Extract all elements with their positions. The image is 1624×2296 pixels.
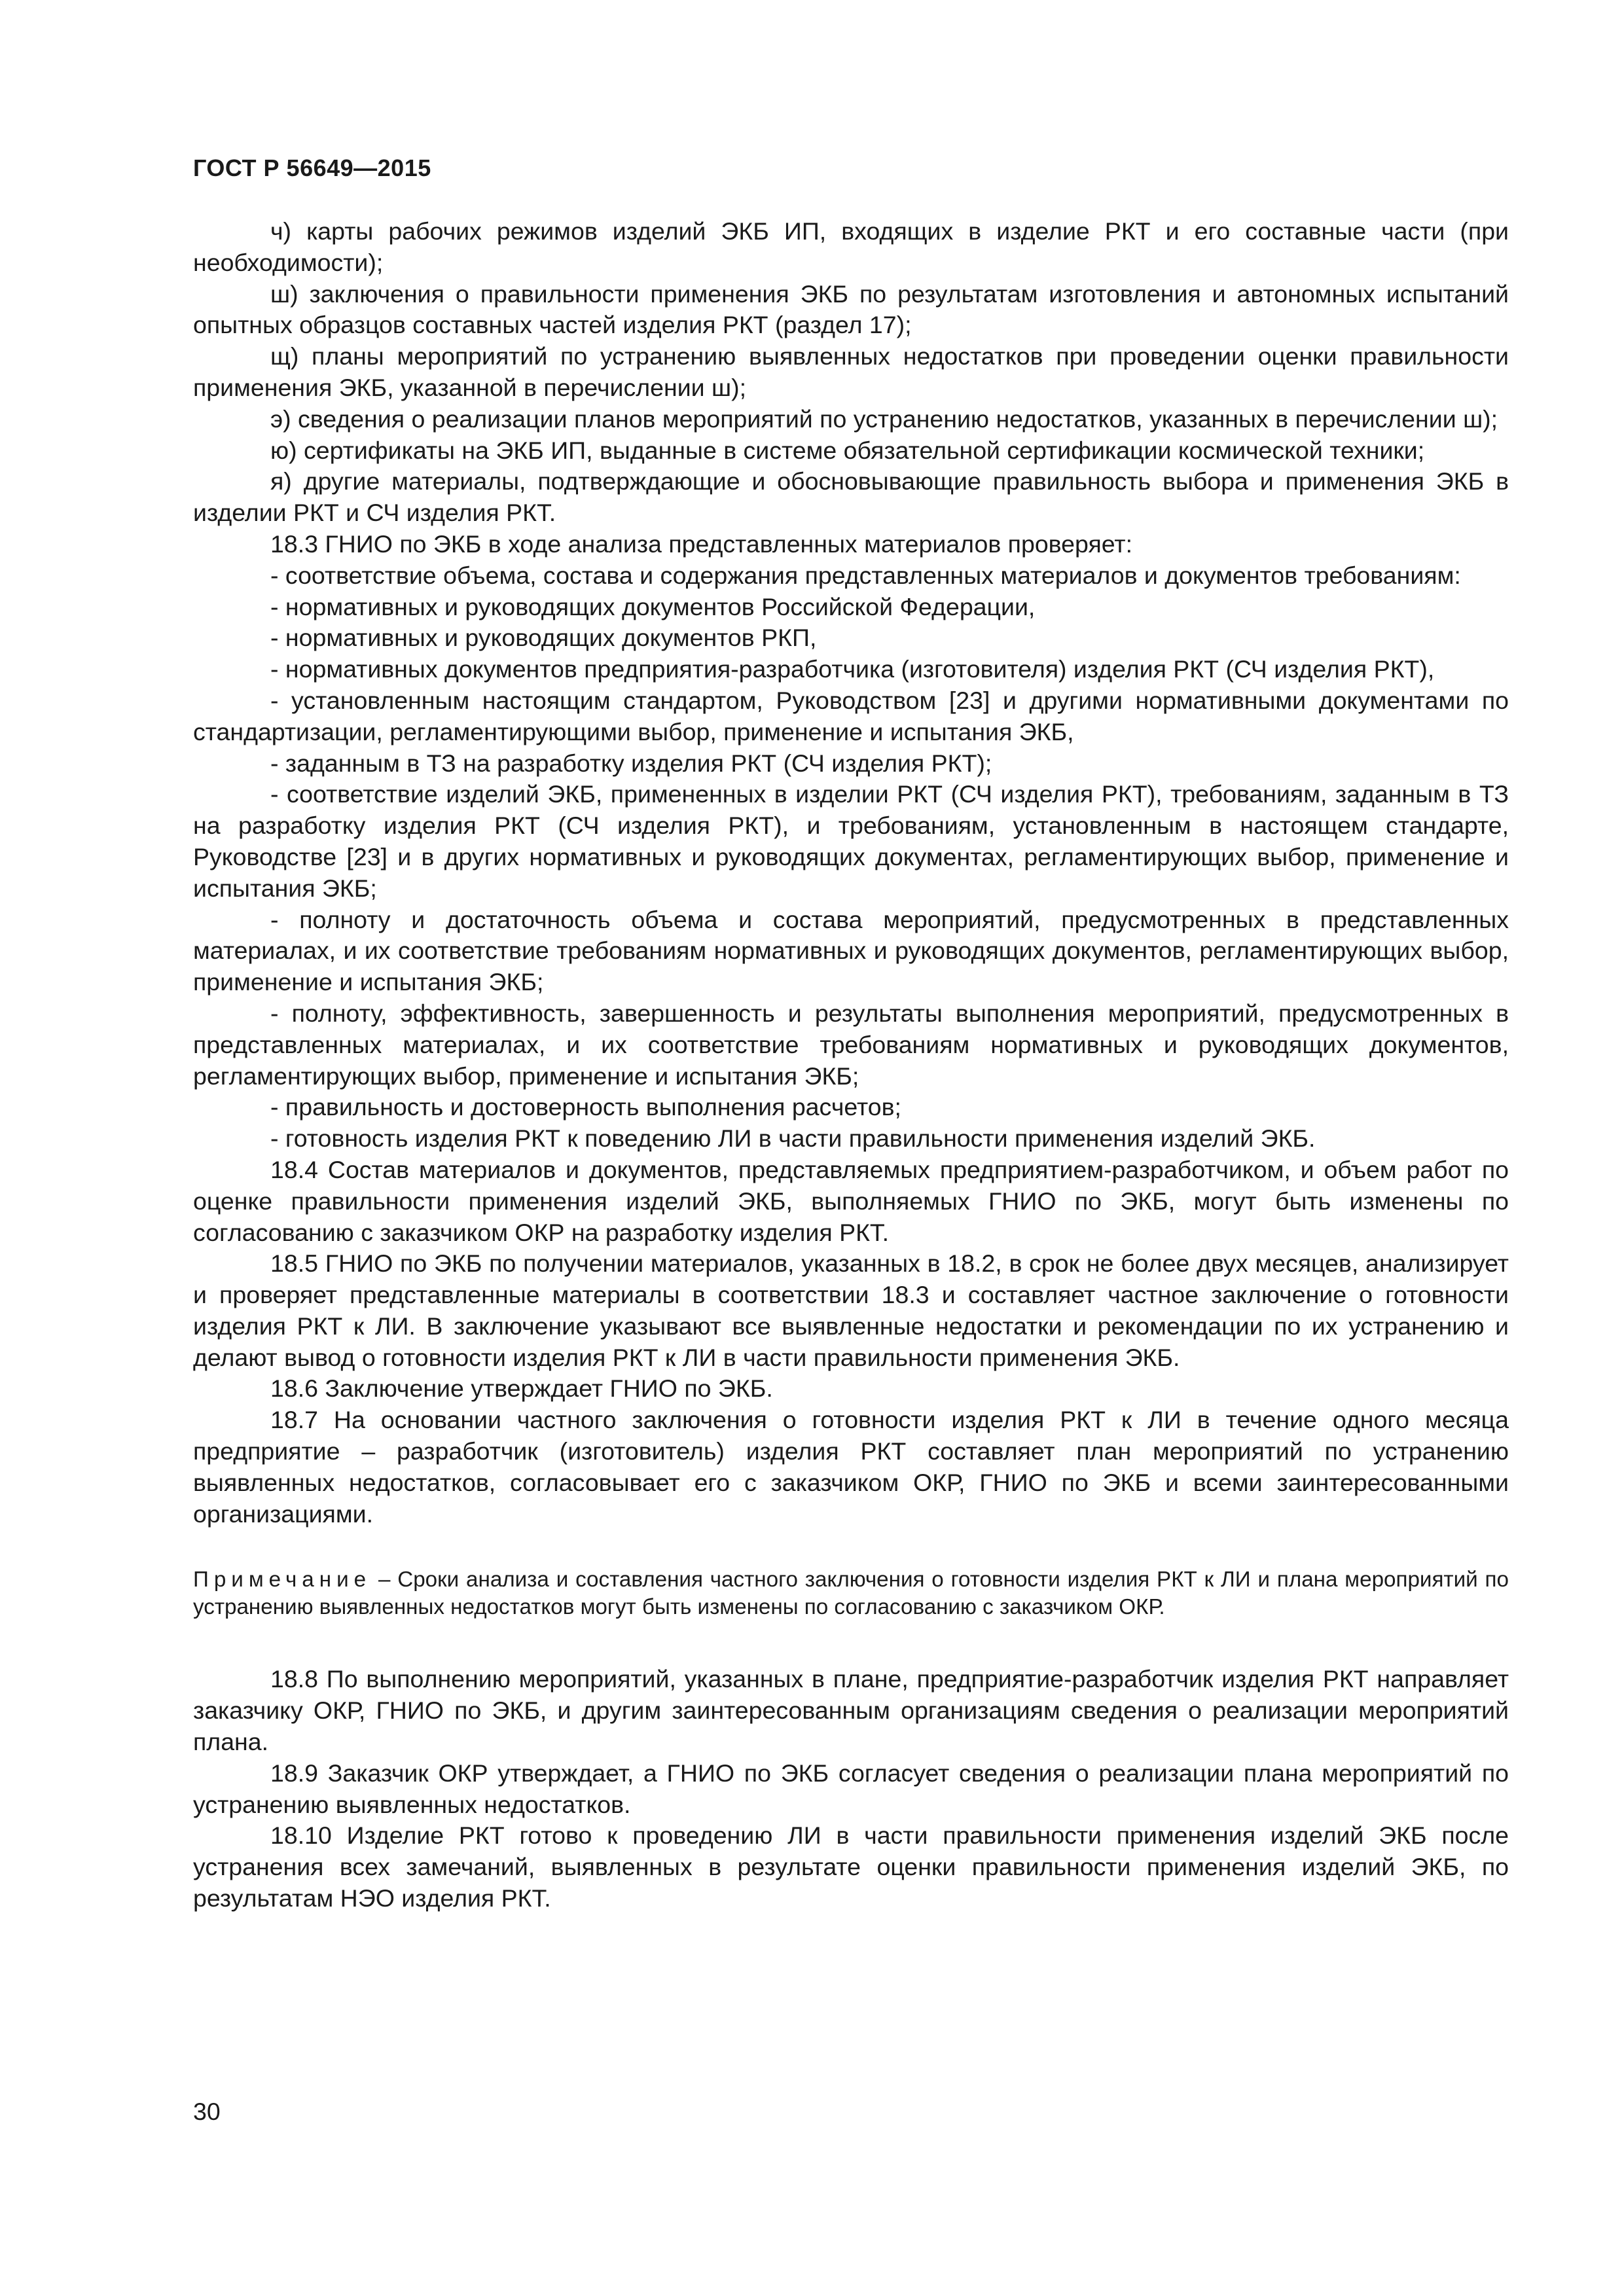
check-subitem: - нормативных документов предприятия-разработчика (изготовителя) изделия РКТ (СЧ изделия РКТ), [270,655,1435,683]
page-number: 30 [193,2098,221,2125]
list-item-ch: ч) карты рабочих режимов изделий ЭКБ ИП, входящих в изделие РКТ и его составные части (при необходимости); [193,217,1509,276]
document-page [193,0,1509,2296]
check-subitem: - установленным настоящим стандартом, Руководством [23] и другими нормативными документами по стандартизации, регламентирующими выбор, применение и испытания ЭКБ, [193,686,1509,745]
check-item: - соответствие изделий ЭКБ, примененных в изделии РКТ (СЧ изделия РКТ), требованиям, заданным в ТЗ на разработку изделия РКТ (СЧ изделия РКТ), и требованиям, установленным в настоящем стандарте, Руководстве [23] и в других нормативных и руководящих документах, регламентирующих выбор, применение и испытания ЭКБ; [193,780,1509,902]
clause-18-6: 18.6 Заключение утверждает ГНИО по ЭКБ. [270,1374,773,1403]
document-body [193,216,1509,1914]
note-label: Примечание [193,1568,372,1592]
note [193,1566,1509,1621]
document-standard-id: ГОСТ Р 56649—2015 [193,154,431,181]
list-item-ya: я) другие материалы, подтверждающие и обосновывающие правильность выбора и применения ЭКБ в изделии РКТ и СЧ изделия РКТ. [193,467,1509,527]
check-item: - полноту, эффективность, завершенность и результаты выполнения мероприятий, предусмотренных в представленных материалах, и их соответствие требованиям нормативных и руководящих документов, регламентирующих выбор, применение и испытания ЭКБ; [193,999,1509,1090]
clause-18-8: 18.8 По выполнению мероприятий, указанных в плане, предприятие-разработчик изделия РКТ направляет заказчику ОКР, ГНИО по ЭКБ, и другим заинтересованным организациям сведения о реализации мероприятий плана. [193,1665,1509,1756]
check-subitem: - заданным в ТЗ на разработку изделия РКТ (СЧ изделия РКТ); [270,749,992,777]
note-text: – Сроки анализа и составления частного заключения о готовности изделия РКТ к ЛИ и плана мероприятий по устранению выявленных недостатков могут быть изменены по согласованию с заказчиком ОКР. [193,1568,1509,1619]
clause-18-3: 18.3 ГНИО по ЭКБ в ходе анализа представленных материалов проверяет: [270,529,1132,558]
check-subitem: - нормативных и руководящих документов РКП, [270,624,817,652]
list-item-e: э) сведения о реализации планов мероприятий по устранению недостатков, указанных в перечислении ш); [270,404,1498,433]
list-item-shch: щ) планы мероприятий по устранению выявленных недостатков при проведении оценки правильности применения ЭКБ, указанной в перечислении ш); [193,342,1509,401]
clause-18-10: 18.10 Изделие РКТ готово к проведению ЛИ в части правильности применения изделий ЭКБ после устранения всех замечаний, выявленных в результате оценки правильности применения изделий ЭКБ, по результатам НЭО изделия РКТ. [193,1821,1509,1912]
check-item: - правильность и достоверность выполнения расчетов; [270,1093,901,1121]
check-subitem: - нормативных и руководящих документов Российской Федерации, [270,592,1036,620]
list-item-yu: ю) сертификаты на ЭКБ ИП, выданные в системе обязательной сертификации космической техники; [270,436,1425,464]
check-item: - готовность изделия РКТ к поведению ЛИ в части правильности применения изделий ЭКБ. [270,1124,1316,1153]
check-item: - соответствие объема, состава и содержания представленных материалов и документов требованиям: [270,561,1461,589]
list-item-sh: ш) заключения о правильности применения ЭКБ по результатам изготовления и автономных испытаний опытных образцов составных частей изделия РКТ (раздел 17); [193,279,1509,339]
clause-18-7: 18.7 На основании частного заключения о готовности изделия РКТ к ЛИ в течение одного месяца предприятие – разработчик (изготовитель) изделия РКТ составляет план мероприятий по устранению выявленных недостатков, согласовывает его с заказчиком ОКР, ГНИО по ЭКБ и всеми заинтересованными организациями. [193,1406,1509,1528]
clause-18-4: 18.4 Состав материалов и документов, представляемых предприятием-разработчиком, и объем работ по оценке правильности применения изделий ЭКБ, выполняемых ГНИО по ЭКБ, могут быть изменены по согласованию с заказчиком ОКР на разработку изделия РКТ. [193,1155,1509,1246]
clause-18-5: 18.5 ГНИО по ЭКБ по получении материалов, указанных в 18.2, в срок не более двух месяцев, анализирует и проверяет представленные материалы в соответствии 18.3 и составляет частное заключение о готовности изделия РКТ к ЛИ. В заключение указывают все выявленные недостатки и рекомендации по их устранению и делают вывод о готовности изделия РКТ к ЛИ в части правильности применения ЭКБ. [193,1249,1509,1371]
check-item: - полноту и достаточность объема и состава мероприятий, предусмотренных в представленных материалах, и их соответствие требованиям нормативных и руководящих документов, регламентирующих выбор, применение и испытания ЭКБ; [193,905,1509,996]
clause-18-9: 18.9 Заказчик ОКР утверждает, а ГНИО по ЭКБ согласует сведения о реализации плана мероприятий по устранению выявленных недостатков. [193,1759,1509,1818]
